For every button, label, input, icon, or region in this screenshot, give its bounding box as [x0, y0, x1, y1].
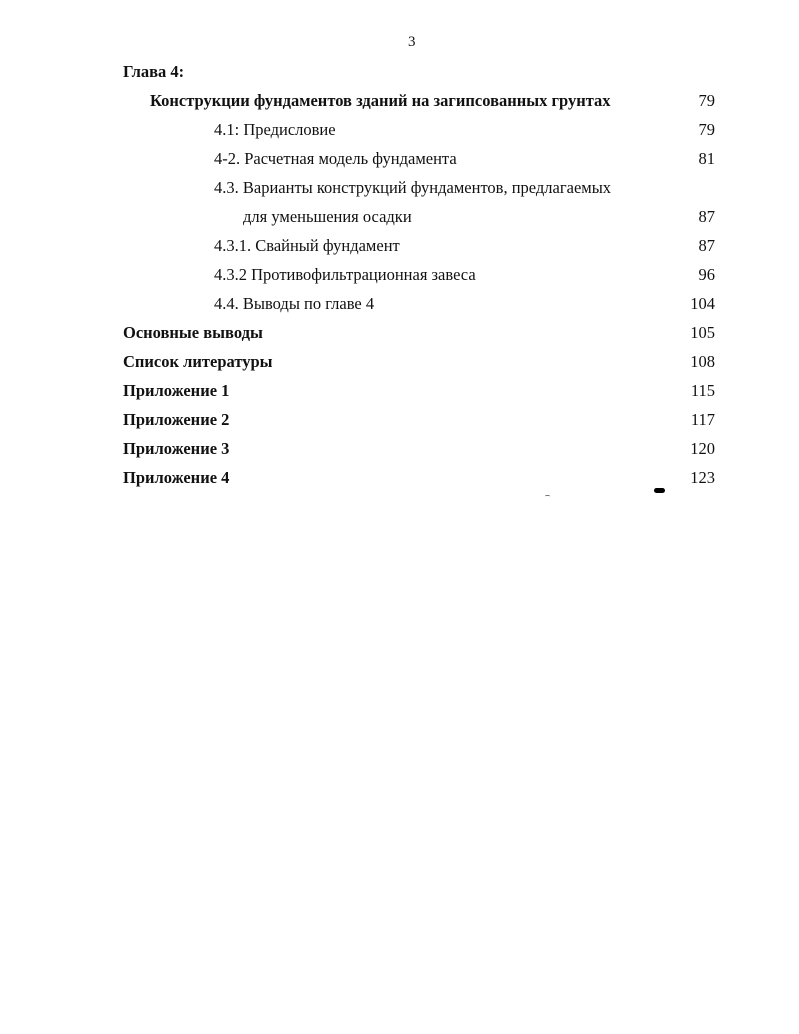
chapter-heading: Глава 4: [123, 62, 185, 81]
scan-artifact-tick [545, 495, 550, 498]
main-entry-appendix-4: Приложение 4 [123, 468, 230, 487]
chapter-title: Конструкции фундаментов зданий на загипсованных грунтах [150, 91, 611, 110]
section-entry-4-3: 4.3. Варианты конструкций фундаментов, предлагаемых [214, 178, 612, 197]
section-entry-4-3-continued: для уменьшения осадки [243, 207, 412, 226]
main-entry-conclusions: Основные выводы [123, 323, 263, 342]
chapter-title-page: 79 [698, 91, 715, 110]
main-page-conclusions: 105 [690, 323, 715, 342]
main-entry-appendix-2: Приложение 2 [123, 410, 230, 429]
section-page-4-3-1: 87 [698, 236, 715, 255]
main-page-appendix-3: 120 [690, 439, 715, 458]
section-page-4-4: 104 [690, 294, 715, 313]
main-page-appendix-2: 117 [690, 410, 715, 429]
section-page-4-3-2: 96 [698, 265, 715, 284]
section-entry-4-1: 4.1: Предисловие [214, 120, 336, 139]
page-number: 3 [408, 34, 416, 50]
main-entry-references: Список литературы [123, 352, 273, 371]
section-page-4-2: 81 [698, 149, 715, 168]
section-page-4-3: 87 [698, 207, 715, 226]
main-entry-appendix-3: Приложение 3 [123, 439, 230, 458]
section-page-4-1: 79 [698, 120, 715, 139]
main-entry-appendix-1: Приложение 1 [123, 381, 230, 400]
main-page-appendix-1: 115 [690, 381, 715, 400]
section-entry-4-3-2: 4.3.2 Противофильтрационная завеса [214, 265, 476, 284]
section-entry-4-4: 4.4. Выводы по главе 4 [214, 294, 375, 313]
main-page-references: 108 [690, 352, 715, 371]
main-page-appendix-4: 123 [690, 468, 715, 487]
scan-artifact-mark [654, 488, 665, 493]
section-entry-4-2: 4-2. Расчетная модель фундамента [214, 149, 457, 168]
section-entry-4-3-1: 4.3.1. Свайный фундамент [214, 236, 400, 255]
